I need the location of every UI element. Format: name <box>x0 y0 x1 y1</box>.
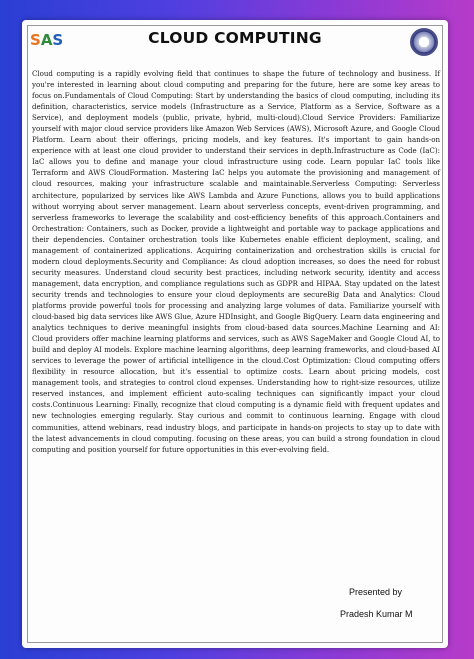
logo-letter-2: A <box>40 31 53 49</box>
logo-letter-1: S <box>30 31 41 49</box>
body-paragraph: Cloud computing is a rapidly evolving field that continues to shape the future of technology and business. If you're interested in learning about cloud computing and preparing for the future, here are some key areas to focus on.Fundamentals of Cloud Computing: Start by understanding the basics of cloud computing, including its definition, characteristics, service models (Infrastructure as a Service, Platform as a Service, Software as a Service), and deployment models (public, private, hybrid, multi-cloud).Cloud Service Providers: Familiarize yourself with major cloud service providers like Amazon Web Services (AWS), Microsoft Azure, and Google Cloud Platform. Learn about their offerings, pricing models, and key features. It's important to gain hands-on experience with at least one cloud provider to understand their services in depth.Infrastructure as Code (IaC): IaC allows you to define and manage your cloud infrastructure using code. Learn popular IaC tools like Terraform and AWS CloudFormation. Mastering IaC helps you automate the provisioning and management of cloud resources, making your infrastructure scalable and maintainable.Serverless Computing: Serverless architecture, popularized by services like AWS Lambda and Azure Functions, allows you to build applications without worrying about server management. Learn about serverless concepts, event-driven programming, and serverless frameworks to leverage the scalability and cost-efficiency benefits of this approach.Containers and Orchestration: Containers, such as Docker, provide a lightweight and portable way to package applications and their dependencies. Container orchestration tools like Kubernetes enable efficient deployment, scaling, and management of containerized applications. Acquiring containerization and orchestration skills is crucial for modern cloud deployments.Security and Compliance: As cloud adoption increases, so does the need for robust security measures. Understand cloud security best practices, including network security, identity and access management, data encryption, and compliance regulations such as GDPR and HIPAA. Stay updated on the latest security trends and technologies to ensure your cloud deployments are secureBig Data and Analytics: Cloud platforms provide powerful tools for processing and analyzing large volumes of data. Familiarize yourself with cloud-based big data services like AWS Glue, Azure HDInsight, and Google BigQuery. Learn data engineering and analytics techniques to derive meaningful insights from cloud-based data sources.Machine Learning and AI: Cloud providers offer machine learning platforms and services, such as AWS SageMaker and Google Cloud AI, to build and deploy AI models. Explore machine learning algorithms, deep learning frameworks, and cloud-based AI services to leverage the power of artificial intelligence in the cloud.Cost Optimization: Cloud computing offers flexibility in resource allocation, but it's essential to optimize costs. Learn about pricing models, cost management tools, and strategies to control cloud expenses. Understanding how to right-size resources, utilize reserved instances, and implement efficient auto-scaling techniques can significantly impact your cloud costs.Continuous Learning: Finally, recognize that cloud computing is a dynamic field with frequent updates and new technologies emerging regularly. Stay curious and commit to continuous learning. Engage with cloud communities, attend webinars, read industry blogs, and participate in hands-on projects to stay up to date with the latest advancements in cloud computing. focusing on these areas, you can build a strong foundation in cloud computing and position yourself for future opportunities in this ever-evolving field. <box>32 69 440 454</box>
presenter-name: Pradesh Kumar M <box>340 609 413 619</box>
logo-letter-3: S <box>52 31 64 49</box>
page-title: CLOUD COMPUTING <box>148 29 322 47</box>
presented-by-label: Presented by <box>349 587 403 597</box>
institution-seal-icon <box>410 28 438 56</box>
document-page <box>22 20 448 648</box>
